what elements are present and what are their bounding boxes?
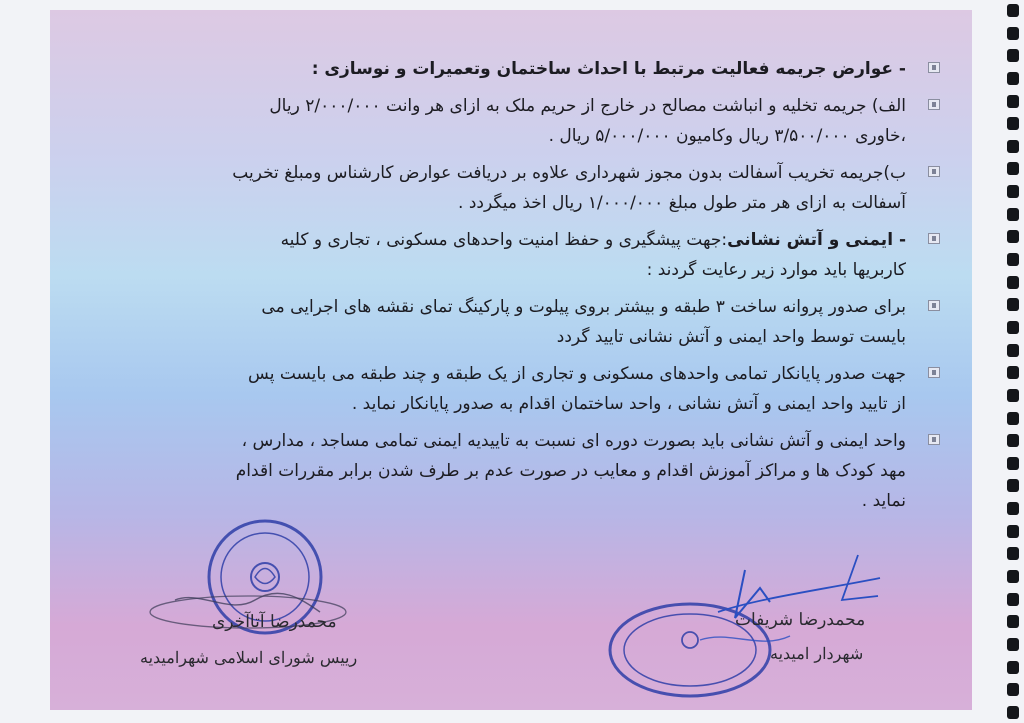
paragraph-line: جهت صدور پایانکار تمامی واحدهای مسکونی و تجاری از یک طبقه و چند طبقه می بایست پس <box>248 364 906 384</box>
binding-hole <box>1007 638 1019 651</box>
binding-hole <box>1007 4 1019 17</box>
binding-hole <box>1007 298 1019 311</box>
binding-hole <box>1007 140 1019 153</box>
binding-hole <box>1007 321 1019 334</box>
binding-hole <box>1007 706 1019 719</box>
bullet-icon <box>928 367 940 378</box>
binding-hole <box>1007 27 1019 40</box>
binding-hole <box>1007 479 1019 492</box>
binding-hole <box>1007 457 1019 470</box>
bullet-icon <box>928 166 940 177</box>
binding-hole <box>1007 389 1019 402</box>
paragraph-completion-certificate-rule <box>136 359 906 419</box>
binding-hole <box>1007 117 1019 130</box>
paragraph-line: الف) جریمه تخلیه و انباشت مصالح در خارج از حریم ملک به ازای هر وانت ۲/۰۰۰/۰۰۰ ریال <box>269 96 906 116</box>
paragraph-line-text: :جهت پیشگیری و حفظ امنیت واحدهای مسکونی ، تجاری و کلیه <box>280 230 728 250</box>
paragraph-line: کاربریها باید موارد زیر رعایت گردند : <box>646 260 906 280</box>
council-head-title: رییس شورای اسلامی شهرامیدیه <box>140 648 358 667</box>
binding-hole <box>1007 95 1019 108</box>
paragraph-line: واحد ایمنی و آتش نشانی باید بصورت دوره ای نسبت به تاییدیه ایمنی تمامی مساجد ، مدارس ، <box>241 431 906 451</box>
paragraph-asphalt-damage-fine <box>136 158 906 218</box>
bullet-icon <box>928 62 940 73</box>
binding-hole <box>1007 661 1019 674</box>
binding-hole <box>1007 344 1019 357</box>
bullet-icon <box>928 434 940 445</box>
binding-holes <box>1002 0 1024 723</box>
mayor-name: محمدرضا شریفات <box>735 610 866 630</box>
binding-hole <box>1007 570 1019 583</box>
bullet-icon <box>928 99 940 110</box>
binding-hole <box>1007 253 1019 266</box>
fire-safety-heading: - ایمنی و آتش نشانی <box>727 230 906 250</box>
document-body <box>136 54 906 523</box>
binding-hole <box>1007 72 1019 85</box>
paragraph-line: آسفالت به ازای هر متر طول مبلغ ۱/۰۰۰/۰۰۰ ریال اخذ میگردد . <box>458 193 906 213</box>
council-head-name: محمدرضا آتاآخری <box>212 612 337 632</box>
binding-hole <box>1007 230 1019 243</box>
paragraph-line: ب)جریمه تخریب آسفالت بدون مجوز شهرداری علاوه بر دریافت عوارض کارشناس ومبلغ تخریب <box>232 163 906 183</box>
paragraph-line <box>136 225 906 255</box>
paragraph-line: نماید . <box>861 491 906 511</box>
section-heading-construction-fines <box>136 54 906 84</box>
paragraph-material-dumping-fine <box>136 91 906 151</box>
binding-hole <box>1007 276 1019 289</box>
binding-hole <box>1007 208 1019 221</box>
paragraph-line: - عوارض جریمه فعالیت مرتبط با احداث ساختمان وتعمیرات و نوسازی : <box>311 59 906 79</box>
binding-hole <box>1007 412 1019 425</box>
paragraph-building-permit-rule <box>136 292 906 352</box>
paragraph-periodic-inspection-rule <box>136 426 906 516</box>
paragraph-line: از تایید واحد ایمنی و آتش نشانی ، واحد ساختمان اقدام به صدور پایانکار نماید . <box>351 394 906 414</box>
binding-hole <box>1007 366 1019 379</box>
binding-hole <box>1007 185 1019 198</box>
binding-hole <box>1007 162 1019 175</box>
mayor-title: شهردار امیدیه <box>770 644 864 663</box>
paragraph-line: برای صدور پروانه ساخت ۳ طبقه و بیشتر بروی پیلوت و پارکینگ تمای نقشه های اجرایی می <box>261 297 906 317</box>
paragraph-line: بایست توسط واحد ایمنی و آتش نشانی تایید گردد <box>556 327 906 347</box>
paragraph-fire-safety-intro <box>136 225 906 285</box>
binding-hole <box>1007 502 1019 515</box>
binding-hole <box>1007 683 1019 696</box>
binding-hole <box>1007 434 1019 447</box>
bullet-icon <box>928 300 940 311</box>
binding-hole <box>1007 525 1019 538</box>
paragraph-line: ،خاوری ۳/۵۰۰/۰۰۰ ریال وکامیون ۵/۰۰۰/۰۰۰ ریال . <box>548 126 906 146</box>
binding-hole <box>1007 593 1019 606</box>
binding-hole <box>1007 615 1019 628</box>
binding-hole <box>1007 49 1019 62</box>
binding-hole <box>1007 547 1019 560</box>
bullet-icon <box>928 233 940 244</box>
paragraph-line: مهد کودک ها و مراکز آموزش اقدام و معایب در صورت عدم بر طرف شدن برابر مقررات اقدام <box>235 461 906 481</box>
